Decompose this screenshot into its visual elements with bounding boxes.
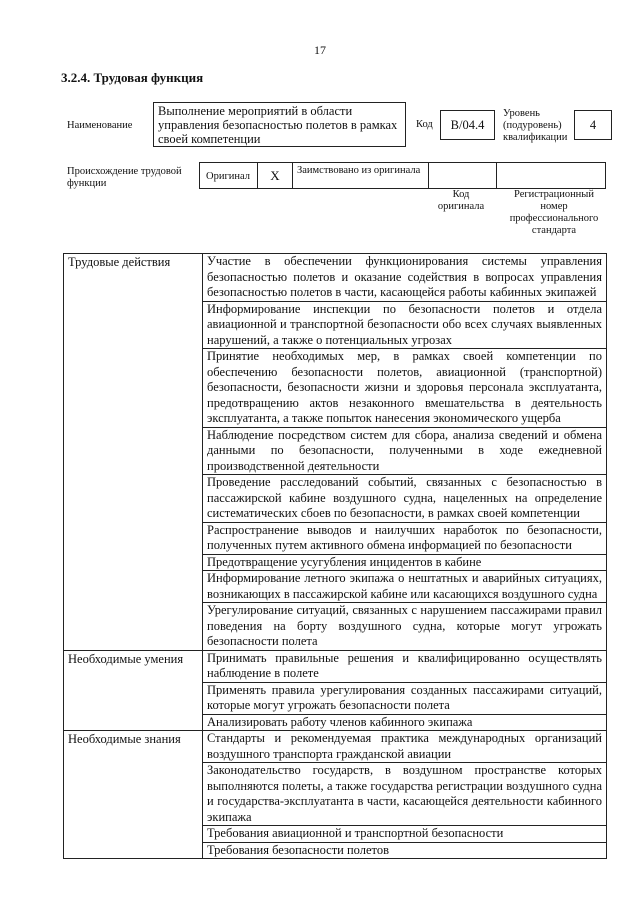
item-text-cell: Информирование инспекции по безопасности полетов и отдела авиационной и транспортной безопасности обо всех случаях выявленных нарушений, а также о потенциальных угрозах — [203, 301, 607, 349]
item-text-cell: Стандарты и рекомендуемая практика международных организаций воздушного транспорта гражданской авиации — [203, 731, 607, 763]
function-name-box: Выполнение мероприятий в области управления безопасностью полетов в рамках своей компетенции — [153, 102, 406, 147]
item-text-cell: Проведение расследований событий, связанных с безопасностью в пассажирской кабине воздушного судна, нацеленных на определение систематических сбоев по безопасности, в рамках своей компетенции — [203, 475, 607, 523]
section-title: 3.2.4. Трудовая функция — [61, 70, 204, 85]
item-text-cell: Участие в обеспечении функционирования системы управления безопасностью полетов и оказание содействия в вопросах управления безопасностью полетов в части, касающейся работы кабинных экипажей — [203, 254, 607, 302]
item-text-cell: Анализировать работу членов кабинного экипажа — [203, 714, 607, 731]
origin-table — [199, 162, 606, 189]
section-title-cell: Необходимые умения — [64, 650, 203, 731]
table-row — [64, 254, 607, 302]
original-label: Оригинал — [200, 163, 258, 188]
item-text-cell: Требования авиационной и транспортной безопасности — [203, 826, 607, 843]
section-title-cell: Трудовые действия — [64, 254, 203, 651]
code-label: Код — [416, 119, 433, 130]
code-value: B/04.4 — [440, 110, 495, 140]
table-row — [64, 650, 607, 682]
original-mark: X — [258, 163, 293, 188]
origin-label: Происхождение трудовой функции — [67, 166, 182, 189]
borrowed-label: Заимствовано из оригинала — [293, 163, 429, 188]
item-text-cell: Информирование летного экипажа о нештатных и аварийных ситуациях, возникающих в пассажирской кабине или касающихся воздушного судна — [203, 571, 607, 603]
original-code-label: Код оригинала — [437, 189, 485, 212]
page-number: 17 — [314, 43, 326, 57]
original-code-cell — [429, 163, 497, 188]
level-label: Уровень (подуровень) квалификации — [503, 108, 568, 143]
item-text-cell: Принимать правильные решения и квалифицированно осуществлять наблюдение в полете — [203, 650, 607, 682]
item-text-cell: Требования безопасности полетов — [203, 842, 607, 859]
item-text-cell: Законодательство государств, в воздушном пространстве которых выполняются полеты, а также государства регистрации воздушного судна и государства-эксплуатанта в части, касающейся деятельности кабинного экипажа — [203, 763, 607, 826]
item-text-cell: Предотвращение усугубления инцидентов в кабине — [203, 554, 607, 571]
reg-number-label: Регистрационный номер профессионального стандарта — [509, 189, 599, 236]
reg-number-cell — [497, 163, 605, 188]
labor-function-table — [63, 253, 607, 859]
item-text-cell: Наблюдение посредством систем для сбора, анализа сведений и обмена данными по безопасности, полученными в ходе ежедневной производственной деятельности — [203, 427, 607, 475]
item-text-cell: Урегулирование ситуаций, связанных с нарушением пассажирами правил поведения на борту воздушного судна, которые могут угрожать безопасности полета — [203, 603, 607, 651]
item-text-cell: Применять правила урегулирования созданных пассажирами ситуаций, которые могут угрожать безопасности полета — [203, 682, 607, 714]
name-label: Наименование — [67, 120, 133, 131]
item-text-cell: Принятие необходимых мер, в рамках своей компетенции по обеспечению безопасности полетов, авиационной (транспортной) безопасности, безопасности жизни и здоровья персонала эксплуатанта, предотвращению актов незаконного вмешательства в деятельность эксплуатанта, а также попыток нанесения экономического ущерба — [203, 349, 607, 428]
item-text-cell: Распространение выводов и наилучших наработок по безопасности, полученных путем активного обмена информацией по безопасности — [203, 522, 607, 554]
section-title-cell: Необходимые знания — [64, 731, 203, 859]
level-value: 4 — [574, 110, 612, 140]
table-row — [64, 731, 607, 763]
